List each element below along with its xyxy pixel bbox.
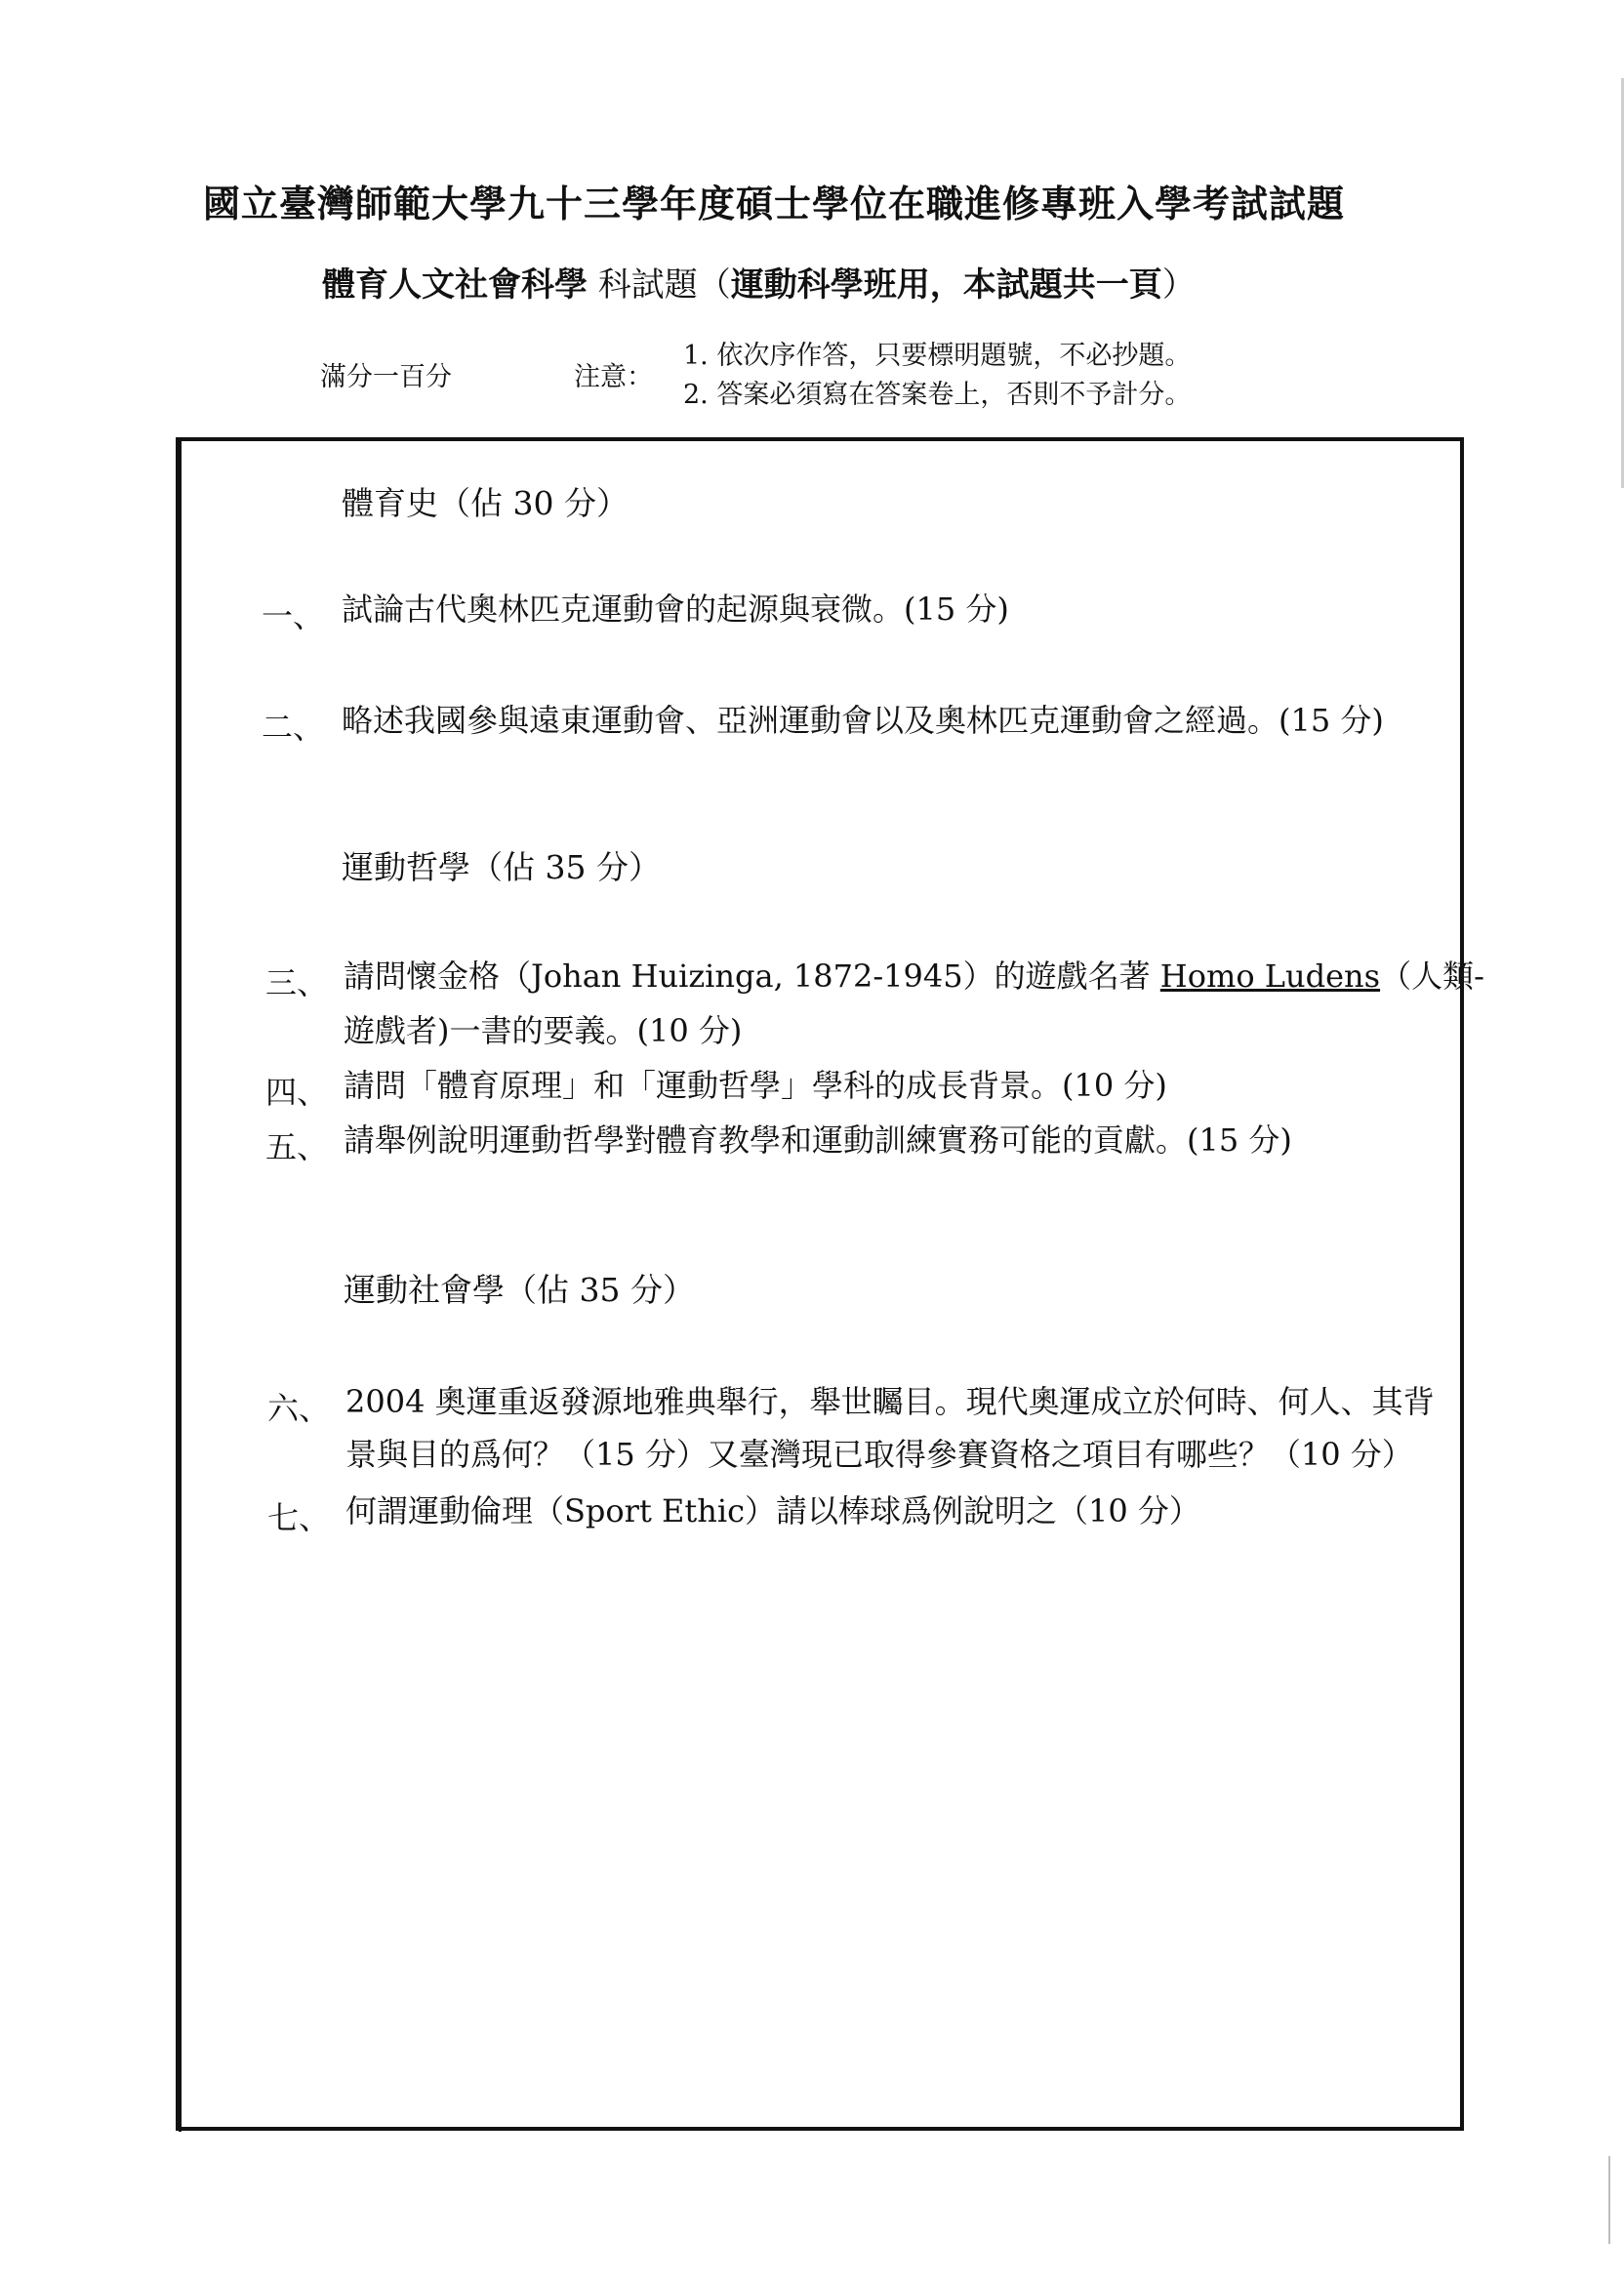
notice-item-2: 2. 答案必須寫在答案卷上，否則不予計分。 <box>683 380 1192 410</box>
question-text <box>344 949 1484 1003</box>
notice-label: 注意： <box>574 362 653 392</box>
question-text: 何謂運動倫理（Sport Ethic）請以棒球爲例說明之（10 分） <box>345 1492 1200 1529</box>
scan-edge-mark-bottom <box>1608 2156 1624 2244</box>
question-text-line2: 景與目的爲何？（15 分）又臺灣現已取得參賽資格之項目有哪些？（10 分） <box>345 1436 1413 1473</box>
question-text: 試論古代奧林匹克運動會的起源與衰微。(15 分) <box>342 591 1009 628</box>
subject-suffix: 科試題（ <box>597 265 731 305</box>
subject-note: 運動科學班用，本試題共一頁 <box>730 265 1162 305</box>
question-number: 四、 <box>265 1074 329 1111</box>
section-title-history: 體育史（佔 30 分） <box>342 484 629 522</box>
question-number: 二、 <box>262 709 325 746</box>
question-number: 七、 <box>267 1499 331 1536</box>
question-text: 請舉例說明運動哲學對體育教學和運動訓練實務可能的貢獻。(15 分) <box>344 1121 1292 1159</box>
subject-close: ） <box>1161 265 1196 305</box>
question-text-part: 請問懷金格（Johan Huizinga, 1872-1945）的遊戲名著 <box>344 958 1160 995</box>
question-text-line2: 遊戲者)一書的要義。(10 分) <box>344 1012 743 1049</box>
question-number: 六、 <box>267 1390 331 1427</box>
exam-title: 國立臺灣師範大學九十三學年度碩士學位在職進修專班入學考試試題 <box>203 182 1346 225</box>
exam-subject-line <box>322 258 1196 306</box>
notice-item-1: 1. 依次序作答，只要標明題號，不必抄題。 <box>683 341 1192 371</box>
question-text: 2004 奧運重返發源地雅典舉行，舉世矚目。現代奧運成立於何時、何人、其背 <box>345 1383 1435 1420</box>
question-frame-inner-edge <box>179 441 187 2132</box>
question-text-part: （人類- <box>1380 958 1484 995</box>
section-title-philosophy: 運動哲學（佔 35 分） <box>342 848 661 886</box>
section-title-sociology: 運動社會學（佔 35 分） <box>344 1271 695 1309</box>
question-number: 五、 <box>265 1128 329 1165</box>
question-text: 略述我國參與遠東運動會、亞洲運動會以及奧林匹克運動會之經過。(15 分) <box>342 702 1384 739</box>
full-score: 滿分一百分 <box>320 362 452 392</box>
question-text: 請問「體育原理」和「運動哲學」學科的成長背景。(10 分) <box>344 1067 1167 1104</box>
book-title: Homo Ludens <box>1159 958 1381 995</box>
subject-name: 體育人文社會科學 <box>322 265 588 305</box>
question-number: 三、 <box>265 964 329 1001</box>
question-number: 一、 <box>262 597 325 634</box>
